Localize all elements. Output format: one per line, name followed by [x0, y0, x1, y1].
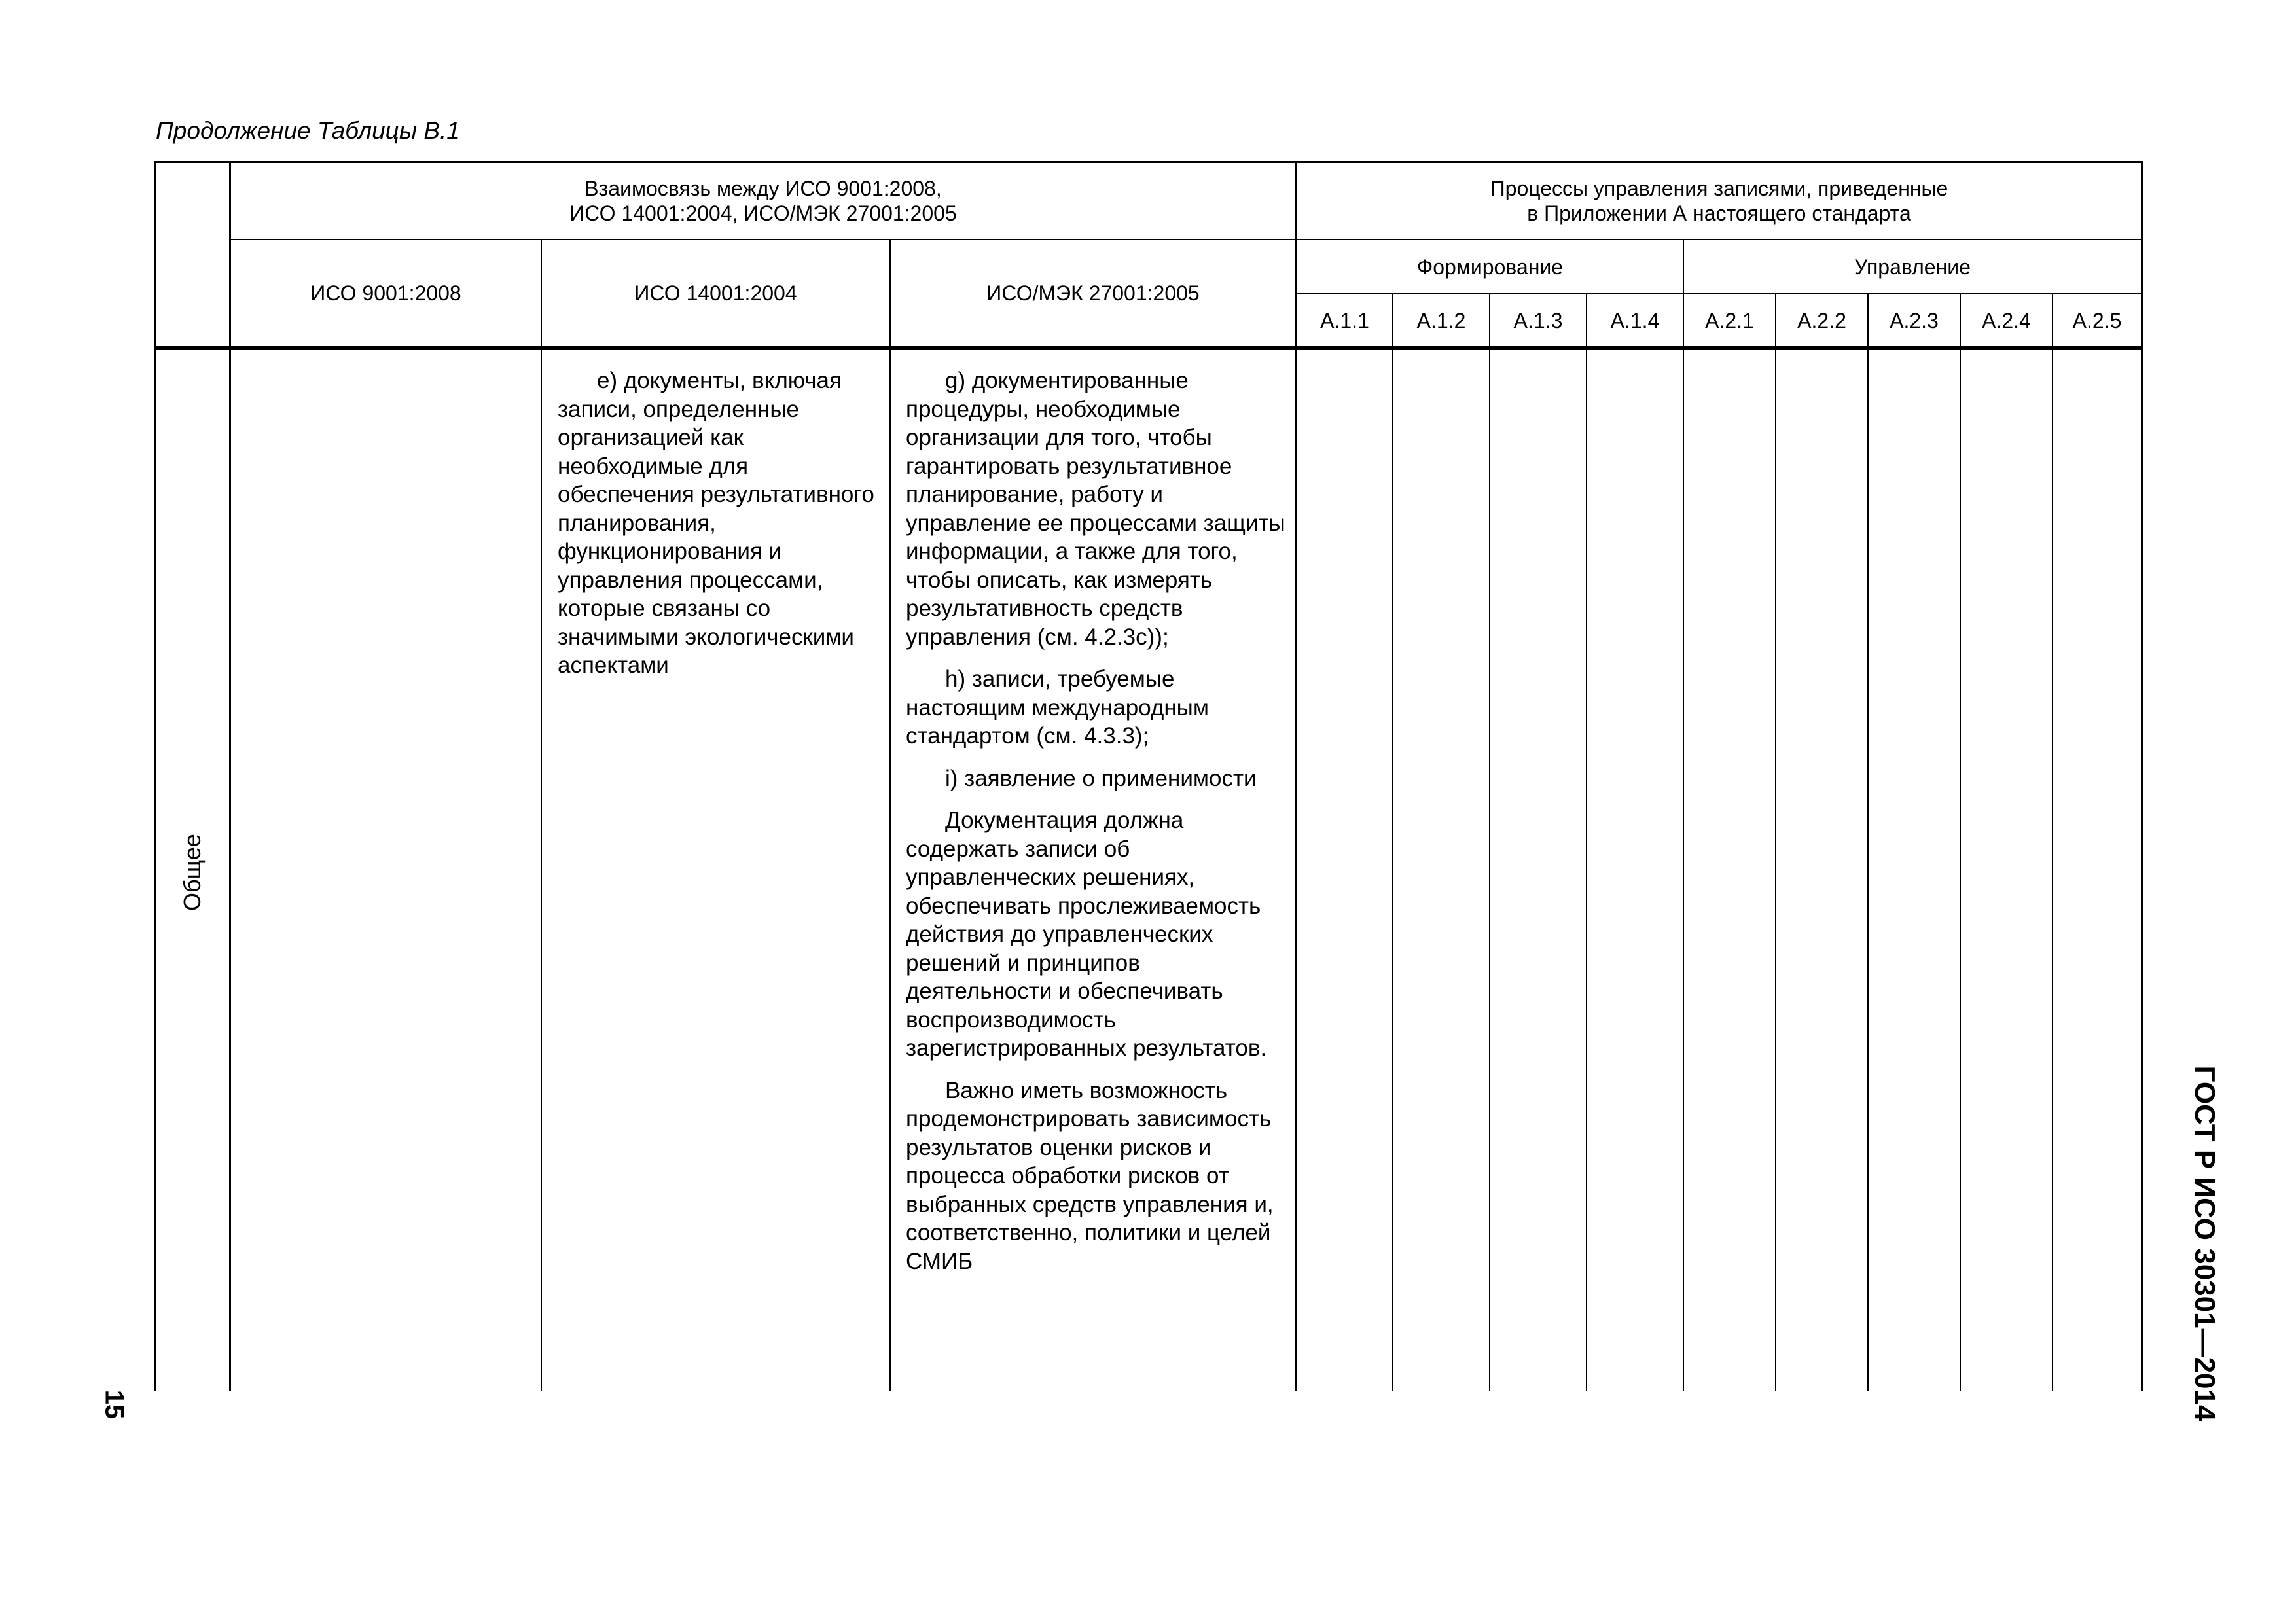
- cell-iso27001-text: [906, 366, 1292, 1289]
- header-code-a12: А.1.2: [1416, 308, 1466, 332]
- header-col-iso27001: ИСО/МЭК 27001:2005: [986, 281, 1200, 305]
- table-caption: Продолжение Таблицы В.1: [156, 117, 460, 144]
- header-col-iso9001: ИСО 9001:2008: [310, 281, 461, 305]
- header-code-a14: А.1.4: [1610, 308, 1660, 332]
- header-code-a21: А.2.1: [1705, 308, 1754, 332]
- iso27001-paragraph-important: Важно иметь возможность продемонстрировать зависимость результатов оценки рисков и процесса обработки рисков от выбранных средств управления и, соответственно, политики и целей СМИБ: [906, 1077, 1274, 1274]
- page-number: 15: [99, 1389, 129, 1419]
- header-code-a24: А.2.4: [1982, 308, 2031, 332]
- iso27001-paragraph-h: h) записи, требуемые настоящим международным стандартом (см. 4.3.3);: [906, 666, 1209, 749]
- row-label-general: Общее: [179, 834, 206, 911]
- header-code-a25: А.2.5: [2072, 308, 2122, 332]
- header-group-relationship: Взаимосвязь между ИСО 9001:2008, ИСО 14001:2004, ИСО/МЭК 27001:2005: [569, 177, 957, 225]
- header-col-iso14001: ИСО 14001:2004: [634, 281, 797, 305]
- header-group-processes: Процессы управления записями, приведенные в Приложении А настоящего стандарта: [1490, 177, 1948, 225]
- standard-designation: ГОСТ Р ИСО 30301—2014: [2189, 1065, 2221, 1421]
- header-sub-formation: Формирование: [1416, 255, 1564, 279]
- header-sub-management: Управление: [1854, 255, 1971, 279]
- iso14001-paragraph: е) документы, включая записи, определенные организацией как необходимые для обеспечения результативного планирования, функционирования и управления процессами, которые связаны со значимыми экологическими аспектами: [558, 368, 874, 678]
- header-code-a11: А.1.1: [1320, 308, 1369, 332]
- iso27001-paragraph-i: i) заявление о применимости: [945, 765, 1257, 791]
- cell-iso14001-text: [558, 366, 885, 694]
- iso27001-paragraph-g: g) документированные процедуры, необходимые организации для того, чтобы гарантировать результативное планирование, работу и управление ее процессами защиты информации, а также для того, чтобы описать, как измерять результативность средств управления (см. 4.2.3с));: [906, 368, 1285, 650]
- header-code-a22: А.2.2: [1797, 308, 1846, 332]
- iso27001-paragraph-documentation: Документация должна содержать записи об управленческих решениях, обеспечивать прослеживаемость действия до управленческих решений и принципов деятельности и обеспечивать воспроизводимость зарегистрированных результатов.: [906, 808, 1267, 1061]
- header-code-a23: А.2.3: [1890, 308, 1939, 332]
- header-code-a13: А.1.3: [1513, 308, 1563, 332]
